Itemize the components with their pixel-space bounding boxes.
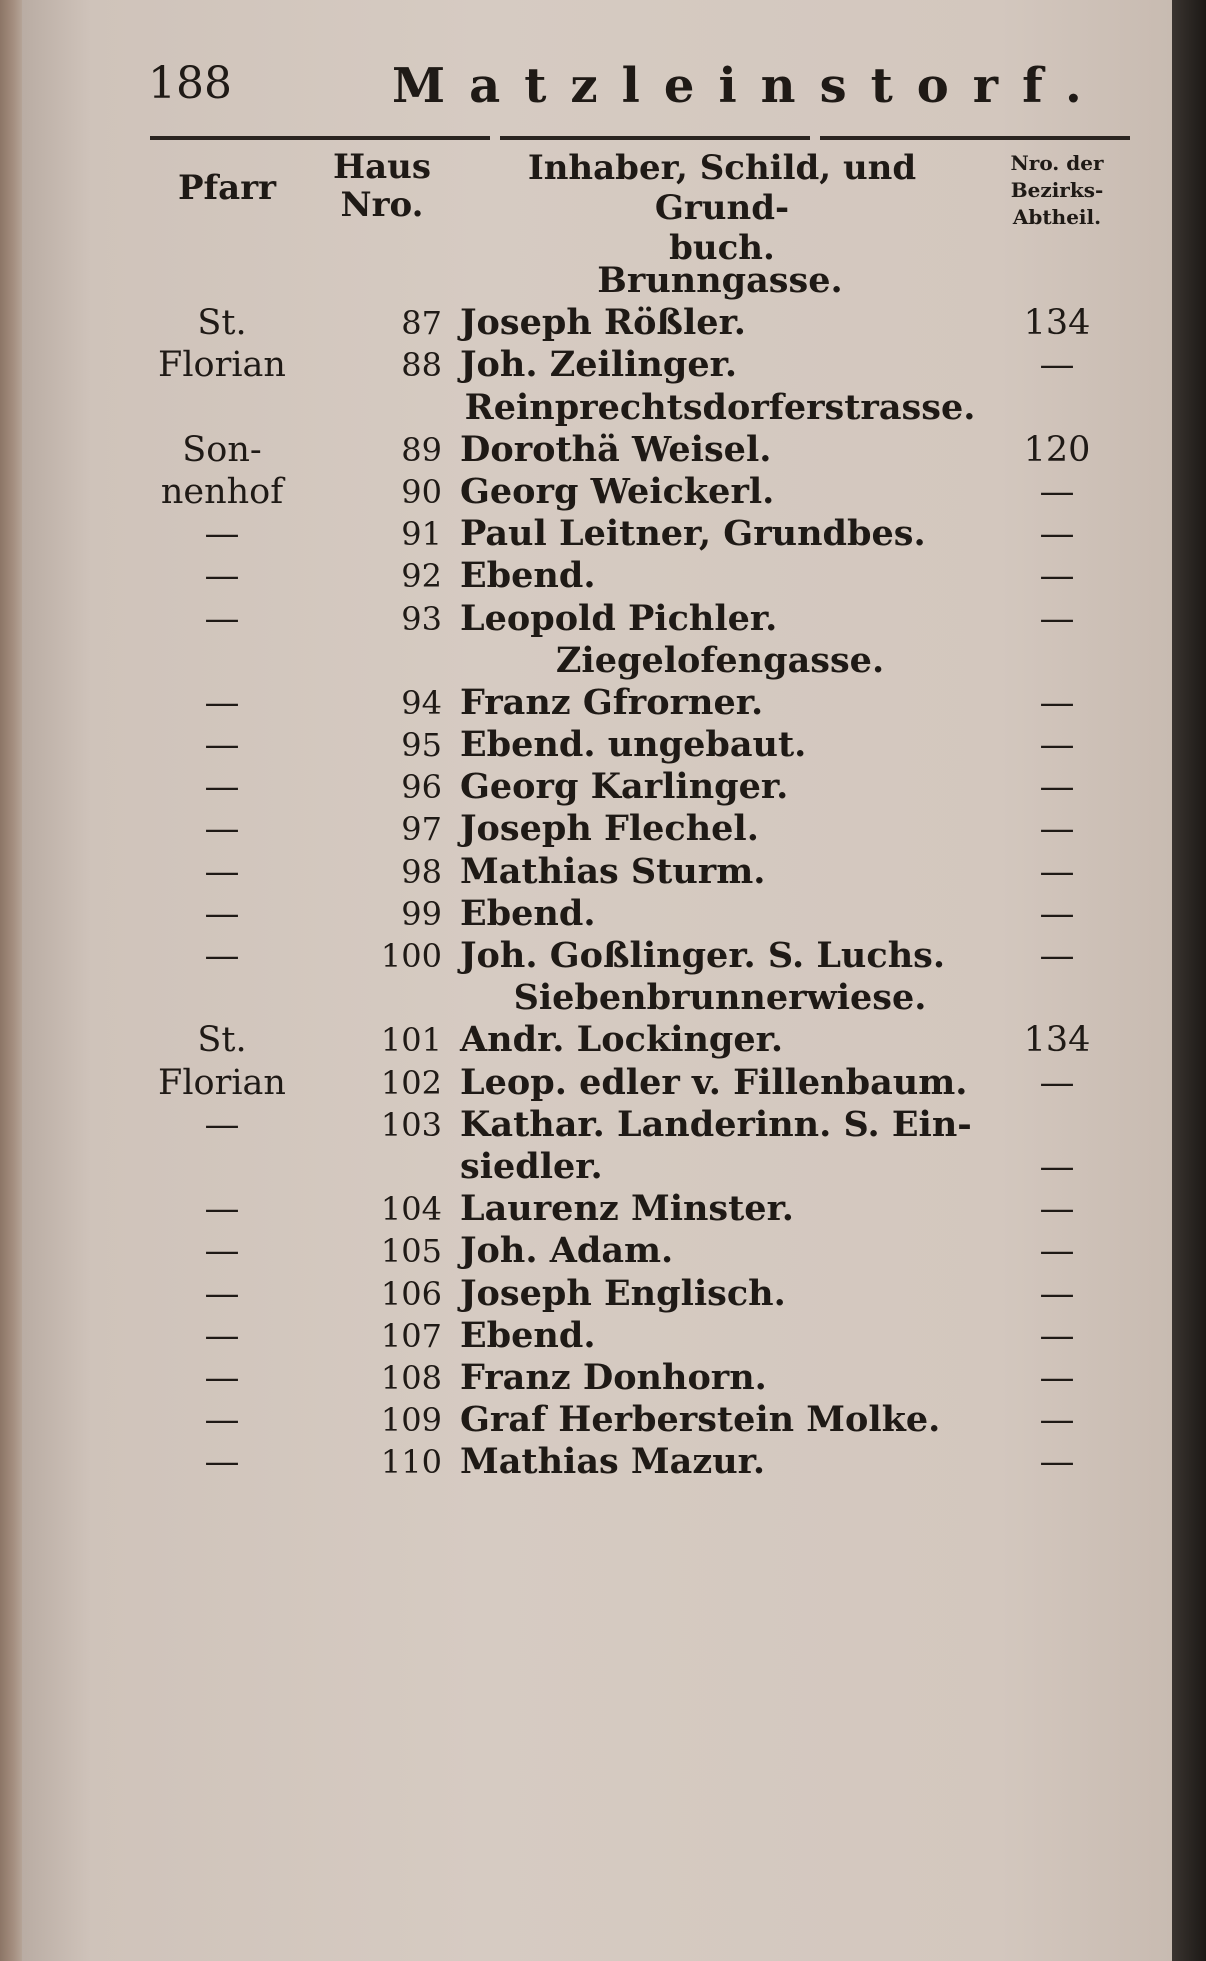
owner-cell: Franz Donhorn. [460,1356,767,1398]
table-row [22,682,1172,724]
parish-cell: St. [197,303,247,344]
owner-cell: Graf Herberstein Molke. [460,1399,941,1441]
district-number-cell: — [1039,471,1075,512]
table-row [22,724,1172,766]
house-number-cell: 101 [380,1021,442,1060]
parish-cell: — [204,893,240,934]
house-number-cell: 88 [401,346,442,385]
column-header-pfarr [152,168,302,208]
parish-cell: — [204,1104,240,1145]
table-row [22,893,1172,935]
table-row [22,808,1172,850]
owner-cell: Dorothä Weisel. [460,428,772,470]
table-row [22,851,1172,893]
table-row [22,1019,1172,1061]
table-row [22,1062,1172,1104]
table-row [22,1146,1172,1188]
parish-cell: — [204,1231,240,1272]
parish-cell: — [204,1315,240,1356]
house-number-cell: 110 [380,1443,442,1482]
district-number-cell: — [1039,767,1075,808]
table-row [22,766,1172,808]
owner-cell: Andr. Lockinger. [460,1019,784,1061]
house-number-cell: 93 [401,599,442,638]
house-number-cell: 103 [380,1105,442,1144]
owner-cell: Ebend. [460,1314,596,1356]
owner-cell: Leopold Pichler. [460,597,778,639]
parish-cell: — [204,556,240,597]
column-header-haus [322,148,442,224]
house-number-cell: 95 [401,726,442,765]
district-number-cell: — [1039,1357,1075,1398]
table-row [22,1441,1172,1483]
column-header-inhaber-line2: buch. [669,228,775,268]
house-number-cell: 99 [401,894,442,933]
column-header-bezirk-line2: Bezirks- [1010,178,1104,202]
district-number-cell: — [1039,725,1075,766]
street-heading: Reinprechtsdorferstrasse. [464,386,976,428]
house-number-cell: 96 [401,768,442,807]
column-header-haus-line1: Haus [332,147,431,187]
section-heading-row [22,977,1172,1019]
table-row [22,1315,1172,1357]
house-number-cell: 100 [380,937,442,975]
district-number-cell: — [1039,682,1075,723]
table-row [22,344,1172,386]
district-number-cell: — [1039,1062,1075,1103]
owner-cell: Mathias Sturm. [460,850,766,892]
district-number-cell: 134 [1023,1020,1091,1061]
house-number-cell: 102 [380,1063,442,1102]
section-heading-row [22,640,1172,682]
house-number-cell: 98 [401,852,442,891]
owner-cell: Joseph Flechel. [460,808,759,850]
parish-cell: — [204,1189,240,1230]
street-heading: Ziegelofengasse. [555,639,885,681]
district-number-cell: — [1039,1442,1075,1483]
running-title: Matzleinstorf. [392,58,1106,114]
district-number-cell: — [1039,345,1075,386]
page-header [22,58,1172,118]
table-row [22,1273,1172,1315]
parish-cell: — [204,682,240,723]
owner-cell: Leop. edler v. Fillenbaum. [460,1061,968,1103]
table-row [22,429,1172,471]
column-header-inhaber-line1: Inhaber, Schild, und Grund- [527,148,917,228]
house-number-cell: 106 [380,1274,442,1313]
parish-cell: Florian [158,1062,286,1103]
parish-cell: — [204,851,240,892]
column-header-bezirk [982,150,1132,231]
house-number-cell: 97 [401,810,442,849]
district-number-cell: — [1039,1189,1075,1230]
owner-cell: Joh. Zeilinger. [460,344,738,386]
district-number-cell: — [1039,1400,1075,1441]
owner-cell: Joh. Adam. [460,1230,674,1272]
house-number-cell: 90 [401,472,442,511]
owner-cell: Mathias Mazur. [460,1441,766,1483]
owner-cell: Kathar. Landerinn. S. Ein- [460,1103,972,1145]
parish-cell: — [204,514,240,555]
parish-cell: Son- [182,429,262,470]
district-number-cell: — [1039,936,1075,976]
parish-cell: — [204,767,240,808]
house-number-cell: 94 [401,683,442,722]
table-row [22,1104,1172,1146]
district-number-cell: 134 [1023,303,1091,344]
district-number-cell: — [1039,1146,1075,1187]
header-rule [500,136,810,140]
column-header-bezirk-line1: Nro. der [1010,151,1104,175]
house-number-cell: 87 [401,304,442,343]
table-row [22,598,1172,640]
table-row [22,935,1172,977]
page-number: 188 [148,58,232,109]
district-number-cell: — [1039,598,1075,639]
column-header-inhaber [462,148,982,268]
owner-cell: Ebend. [460,892,596,934]
parish-cell: Florian [158,345,286,386]
header-rule [820,136,1130,140]
parish-cell: — [204,1442,240,1483]
table-row [22,1188,1172,1230]
owner-cell: Laurenz Minster. [460,1188,794,1230]
column-header-bezirk-line3: Abtheil. [1012,205,1102,229]
parish-cell: — [204,1357,240,1398]
column-header-pfarr-label: Pfarr [177,168,277,208]
district-number-cell: 120 [1023,429,1091,470]
district-number-cell: — [1039,851,1075,892]
book-page [22,0,1172,1961]
owner-cell: Joh. Goßlinger. S. Luchs. [460,935,946,976]
house-number-cell: 107 [380,1316,442,1355]
street-heading: Brunngasse. [597,260,843,301]
owner-cell: Ebend. ungebaut. [460,724,807,766]
section-heading-row [22,260,1172,302]
house-number-cell: 104 [380,1190,442,1229]
owner-cell: Joseph Rößler. [460,302,746,344]
parish-cell: — [204,936,240,976]
district-number-cell: — [1039,809,1075,850]
street-heading: Siebenbrunnerwiese. [513,977,927,1019]
house-number-cell: 89 [401,430,442,469]
parish-cell: — [204,1400,240,1441]
table-row [22,1399,1172,1441]
register-table [22,260,1172,1483]
owner-cell: siedler. [460,1145,603,1187]
page-edge [1172,0,1206,1961]
table-row [22,302,1172,344]
district-number-cell: — [1039,556,1075,597]
owner-cell: Ebend. [460,555,596,597]
district-number-cell: — [1039,1231,1075,1272]
parish-cell: — [204,725,240,766]
parish-cell: — [204,598,240,639]
table-row [22,471,1172,513]
owner-cell: Paul Leitner, Grundbes. [460,513,926,555]
district-number-cell: — [1039,1315,1075,1356]
parish-cell: nenhof [160,471,284,512]
district-number-cell: — [1039,514,1075,555]
column-header-haus-line2: Nro. [340,185,424,225]
section-heading-row [22,387,1172,429]
house-number-cell: 108 [380,1358,442,1397]
house-number-cell: 105 [380,1232,442,1271]
house-number-cell: 109 [380,1401,442,1440]
district-number-cell: — [1039,893,1075,934]
parish-cell: St. [197,1020,247,1061]
table-row [22,513,1172,555]
book-spine [0,0,22,1961]
table-row [22,555,1172,597]
table-row [22,1230,1172,1272]
house-number-cell: 92 [401,557,442,596]
house-number-cell: 91 [401,515,442,554]
table-row [22,1357,1172,1399]
district-number-cell: — [1039,1273,1075,1314]
owner-cell: Georg Weickerl. [460,470,775,512]
owner-cell: Georg Karlinger. [460,766,789,808]
owner-cell: Franz Gfrorner. [460,681,764,723]
owner-cell: Joseph Englisch. [460,1272,786,1314]
header-rule [150,136,490,140]
parish-cell: — [204,809,240,850]
parish-cell: — [204,1273,240,1314]
